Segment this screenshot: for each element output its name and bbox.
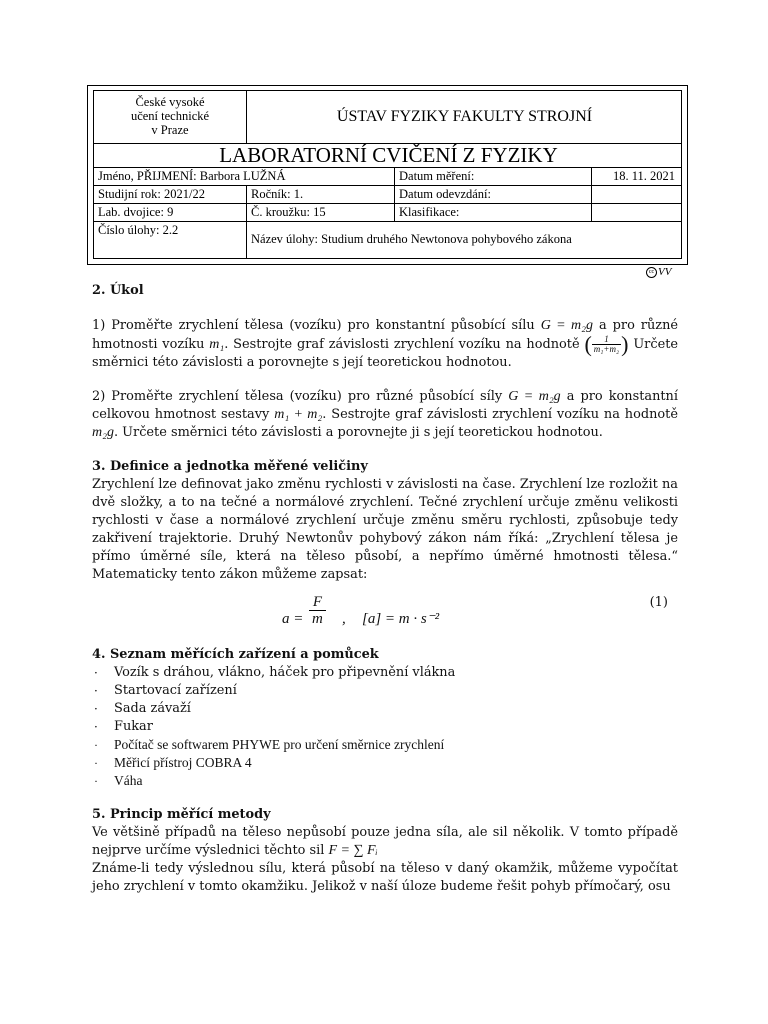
- equipment-list: [92, 664, 678, 790]
- list-item: · Startovací zařízení: [92, 682, 678, 700]
- fraction-1-over-m-sum: $\frac{1}{\text{m₁+m₂}}$: [593, 334, 620, 354]
- eq-fraction: F m: [309, 594, 326, 627]
- section2-heading: 2. Úkol: [92, 283, 144, 298]
- school-name: [94, 91, 246, 143]
- definition-paragraph: Zrychlení lze definovat jako změnu rychlosti v závislosti na čase. Zrychlení lze rozložit na dvě složky, a to na tečné a normálové zrychlení. Tečné zrychlení určuje změnu velikosti rychlosti v čase a normálové zrychlení určuje změnu směru rychlosti, způsobuje tedy zakřivení trajektorie. Druhý Newtonův pohybový zákon nám říká: „Zrychlení tělesa je přímo úměrné síle, která na těleso působí, a nepřímo úměrné hmotnosti tělesa.“ Matematicky tento zákon můžeme zapsat:: [92, 477, 678, 582]
- school-line-2: učení technické: [130, 109, 210, 123]
- classification-label: Klasifikace:: [399, 205, 460, 219]
- circle-number: Č. kroužku: 15: [251, 205, 326, 219]
- submit-date-label: Datum odevzdání:: [399, 187, 491, 201]
- license-initials: VV: [658, 266, 672, 278]
- list-item: · Vozík s dráhou, vlákno, háček pro připevnění vlákna: [92, 664, 678, 682]
- study-year: Studijní rok: 2021/22: [98, 187, 205, 201]
- license-mark: [646, 266, 671, 278]
- header-table: [93, 90, 682, 259]
- measure-date-label: Datum měření:: [399, 169, 475, 183]
- grade: Ročník: 1.: [251, 187, 304, 201]
- list-item: · Počítač se softwarem PHYWE pro určení směrnice zrychlení: [92, 736, 678, 754]
- task-paragraph-1: 1) Proměřte zrychlení tělesa (vozíku) pro konstantní působící sílu G = m₂g a pro různé hmotnosti vozíku m₁. Sestrojte graf závislosti zrychlení vozíku na hodnotě ( $\frac{1}{\text{m₁+m₂}}$ ) Určete směrnici této závislosti a porovnejte s její teoretickou hodnotou.: [92, 318, 679, 370]
- lab-pair: Lab. dvojice: 9: [98, 205, 174, 219]
- list-item: · Měřicí přístroj COBRA 4: [92, 754, 678, 772]
- list-item: · Sada závaží: [92, 700, 678, 718]
- school-line-1: České vysoké: [135, 95, 205, 109]
- section5-heading: 5. Princip měřící metody: [92, 807, 271, 822]
- task-name: Název úlohy: Studium druhého Newtonova pohybového zákona: [251, 232, 572, 246]
- section3-heading: 3. Definice a jednotka měřené veličiny: [92, 459, 368, 474]
- section4-heading: 4. Seznam měřících zařízení a pomůcek: [92, 647, 379, 662]
- school-line-3: v Praze: [151, 123, 189, 137]
- list-item: · Fukar: [92, 718, 678, 736]
- eq-lhs: a =: [282, 611, 304, 627]
- equation-1: a = F m , [a] = m · s⁻² (1): [282, 594, 668, 627]
- measure-date-value: 18. 11. 2021: [612, 169, 675, 183]
- eq-unit: [a] = m · s⁻²: [362, 611, 440, 627]
- list-item: · Váha: [92, 772, 678, 790]
- task-paragraph-2: 2) Proměřte zrychlení tělesa (vozíku) pro různé působící síly G = m₂g a pro konstantní celkovou hmotnost sestavy m₁ + m₂. Sestrojte graf závislosti zrychlení vozíku na hodnotě m₂g. Určete směrnici této závislosti a porovnejte ji s její teoretickou hodnotou.: [92, 389, 678, 440]
- eq-number: (1): [649, 595, 668, 610]
- student-name: Jméno, PŘIJMENÍ: Barbora LUŽNÁ: [98, 169, 286, 183]
- lab-title: LABORATORNÍ CVIČENÍ Z FYZIKY: [219, 143, 558, 167]
- task-number: Číslo úlohy: 2.2: [98, 223, 179, 237]
- document-body: [92, 280, 678, 896]
- institute-title: ÚSTAV FYZIKY FAKULTY STROJNÍ: [336, 108, 593, 125]
- copyright-icon: cc: [646, 267, 657, 278]
- principle-paragraph-1: Ve většině případů na těleso nepůsobí pouze jedna síla, ale sil několik. V tomto případě nejprve určíme výslednici těchto sil F = ∑ Fᵢ: [92, 825, 678, 858]
- principle-paragraph-2: Známe-li tedy výslednou sílu, která působí na těleso v daný okamžik, můžeme vypočítat jeho zrychlení v tomto okamžiku. Jelikož v naší úloze budeme řešit pohyb přímočarý, osu: [92, 861, 678, 894]
